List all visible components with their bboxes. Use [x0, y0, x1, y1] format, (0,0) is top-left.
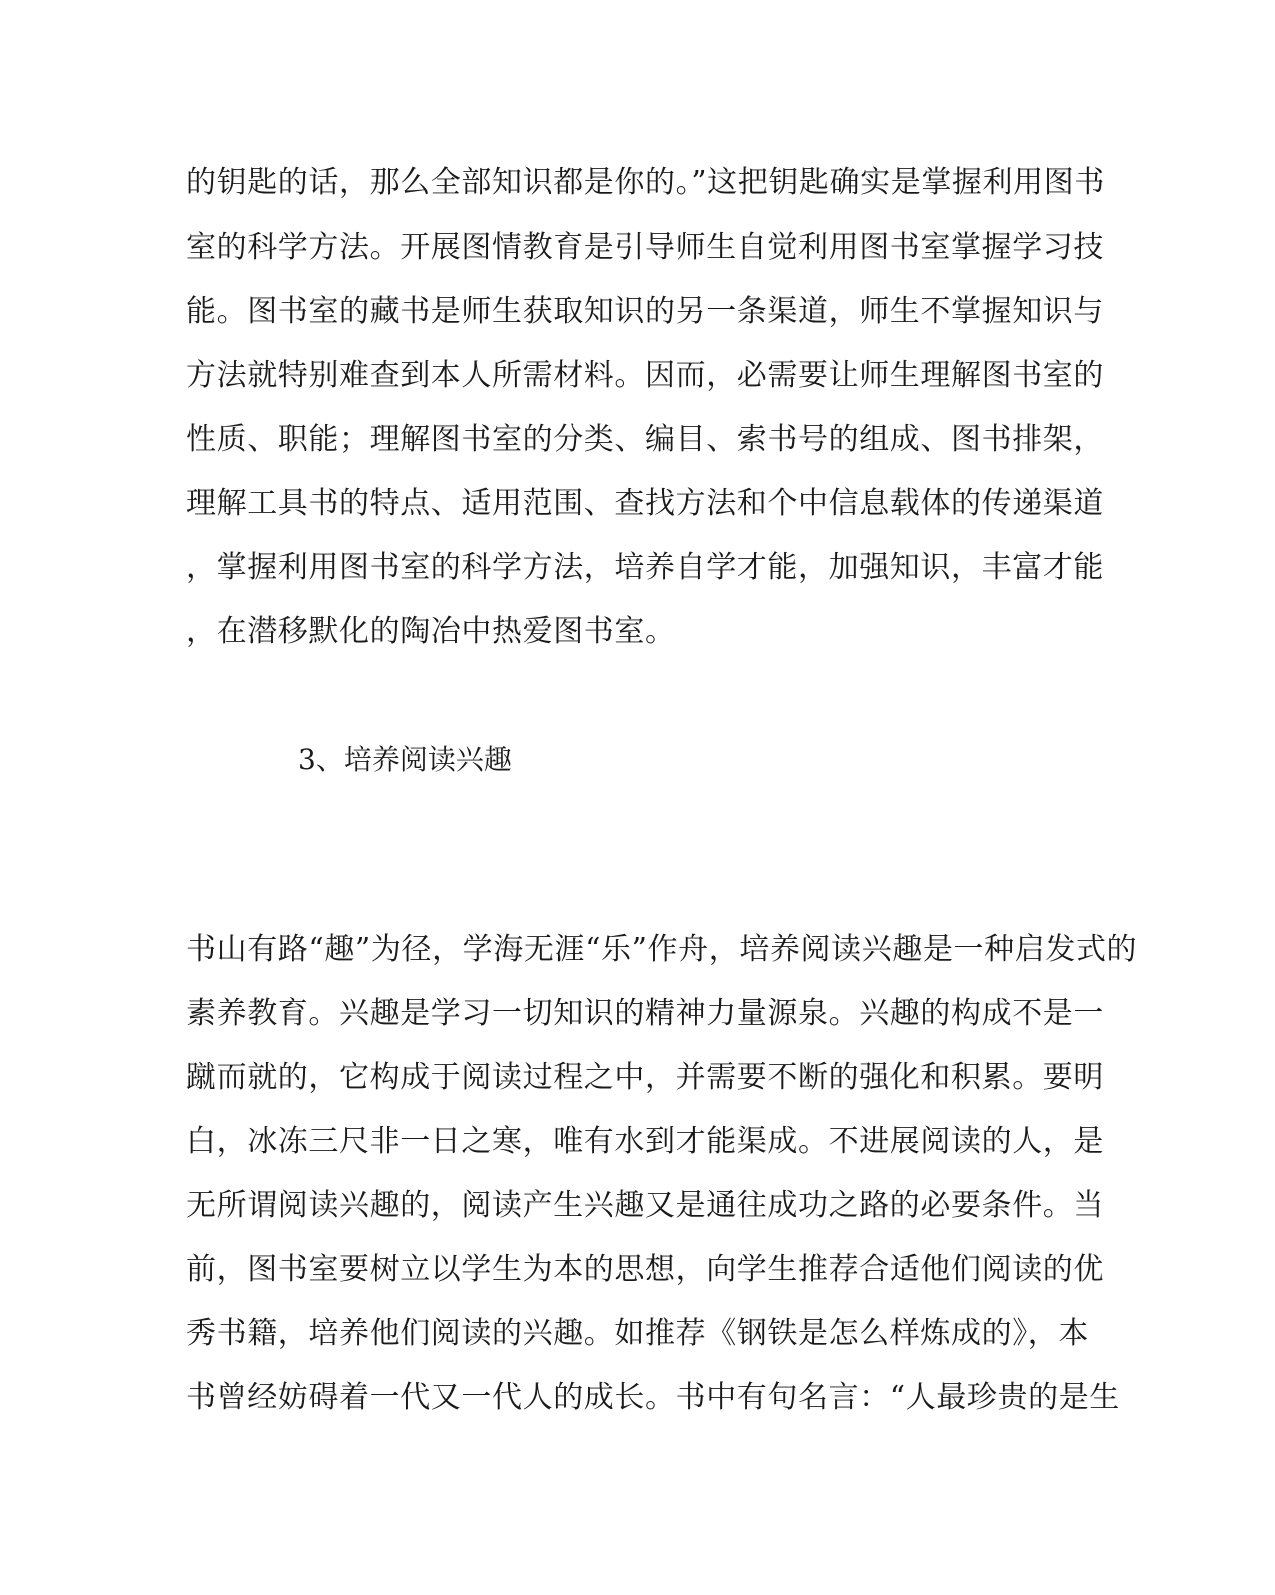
paragraph-2-line: 白，冰冻三尺非一日之寒，唯有水到才能渠成。不进展阅读的人，是	[186, 1124, 1104, 1159]
paragraph-2-line: 秀书籍，培养他们阅读的兴趣。如推荐《钢铁是怎么样炼成的》，本	[186, 1316, 1089, 1351]
paragraph-1-line: 的钥匙的话，那么全部知识都是你的。”这把钥匙确实是掌握利用图书	[186, 165, 1105, 200]
paragraph-2-line: 蹴而就的，它构成于阅读过程之中，并需要不断的强化和积累。要明	[186, 1060, 1104, 1095]
section-heading: 3、培养阅读兴趣	[298, 743, 512, 776]
paragraph-1-line: ，掌握利用图书室的科学方法，培养自学才能，加强知识，丰富才能	[186, 550, 1104, 585]
paragraph-2-line: 无所谓阅读兴趣的，阅读产生兴趣又是通往成功之路的必要条件。当	[186, 1188, 1104, 1223]
paragraph-1-line: 理解工具书的特点、适用范围、查找方法和个中信息载体的传递渠道	[186, 486, 1104, 521]
paragraph-2-line: 素养教育。兴趣是学习一切知识的精神力量源泉。兴趣的构成不是一	[186, 996, 1104, 1031]
paragraph-2-line: 书山有路“趣”为径，学海无涯“乐”作舟，培养阅读兴趣是一种启发式的	[186, 932, 1138, 967]
paragraph-2-line: 前，图书室要树立以学生为本的思想，向学生推荐合适他们阅读的优	[186, 1252, 1104, 1287]
paragraph-1-line: 性质、职能；理解图书室的分类、编目、索书号的组成、图书排架，	[186, 422, 1104, 457]
paragraph-1-line: 室的科学方法。开展图情教育是引导师生自觉利用图书室掌握学习技	[186, 230, 1104, 265]
paragraph-1-line: 能。图书室的藏书是师生获取知识的另一条渠道，师生不掌握知识与	[186, 294, 1104, 329]
paragraph-2-line: 书曾经妨碍着一代又一代人的成长。书中有句名言：“人最珍贵的是生	[186, 1380, 1120, 1415]
paragraph-1-line: ，在潜移默化的陶冶中热爱图书室。	[186, 614, 676, 649]
paragraph-1-line: 方法就特别难查到本人所需材料。因而，必需要让师生理解图书室的	[186, 358, 1104, 393]
